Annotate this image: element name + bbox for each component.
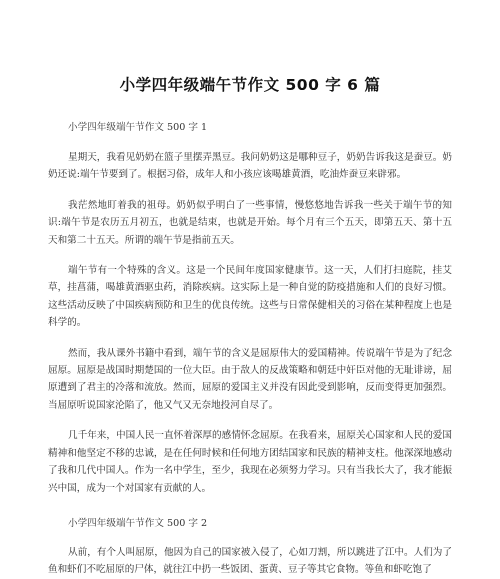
paragraph: 然而，我从课外书籍中看到，端午节的含义是屈原伟大的爱国精神。传说端午节是为了纪念屈原。屈原是战国时期楚国的一位大臣。由于敌人的反战策略和朝廷中奸臣对他的无耻诽谤，屈原遭到了君主的冷落和流放。然而，屈原的爱国主义并没有因此受到影响，反而变得更加强烈。当屈原听说国家沦陷了，他又气又无奈地投河自尽了。 [48,347,452,411]
document-title: 小学四年级端午节作文 500 字 6 篇 [119,76,381,94]
paragraph: 我茫然地盯着我的祖母。奶奶似乎明白了一些事情，慢悠悠地告诉我一些关于端午节的知识:端午节是农历五月初五，也就是结束，也就是开始。每个月有三个五天，即第五天、第十五天和第二十五天。所谓的端午节是指前五天。 [48,199,452,246]
paragraph: 星期天，我看见奶奶在篮子里摆弄黑豆。我问奶奶这是哪种豆子，奶奶告诉我这是蚕豆。奶奶还说:端午节要到了。根据习俗，成年人和小孩应该喝雄黄酒，吃油炸蚕豆来辟邪。 [48,152,452,181]
section-heading: 小学四年级端午节作文 500 字 1 [68,122,208,133]
paragraph: 从前，有个人叫屈原，他因为自己的国家被入侵了，心如刀割，所以跳进了江中。人们为了鱼和虾们不吃屈原的尸体，就往江中扔一些饭团、蛋黄、豆子等其它食物。等鱼和虾吃饱了 [48,546,452,576]
section-2 [48,517,452,579]
section-heading: 小学四年级端午节作文 500 字 2 [68,517,208,529]
paragraph: 端午节有一个特殊的含义。这是一个民间年度国家健康节。这一天，人们打扫庭院，挂艾草，挂菖蒲，喝雄黄酒驱虫药，消除疾病。这实际上是一种自觉的防疫措施和人们的良好习惯。这些活动反映了中国疾病预防和卫生的优良传统。这些与日常保健相关的习俗在某种程度上也是科学的。 [48,265,452,329]
section-1 [48,121,452,497]
paragraph: 几千年来，中国人民一直怀着深厚的感情怀念屈原。在我看来，屈原关心国家和人民的爱国精神和他坚定不移的忠诚，是在任何时候和任何地方团结国家和民族的精神支柱。他深深地感动了我和几代中国人。作为一名中学生，至少，我现在必须努力学习。只有当我长大了，我才能振兴中国，成为一个对国家有贡献的人。 [48,430,452,494]
